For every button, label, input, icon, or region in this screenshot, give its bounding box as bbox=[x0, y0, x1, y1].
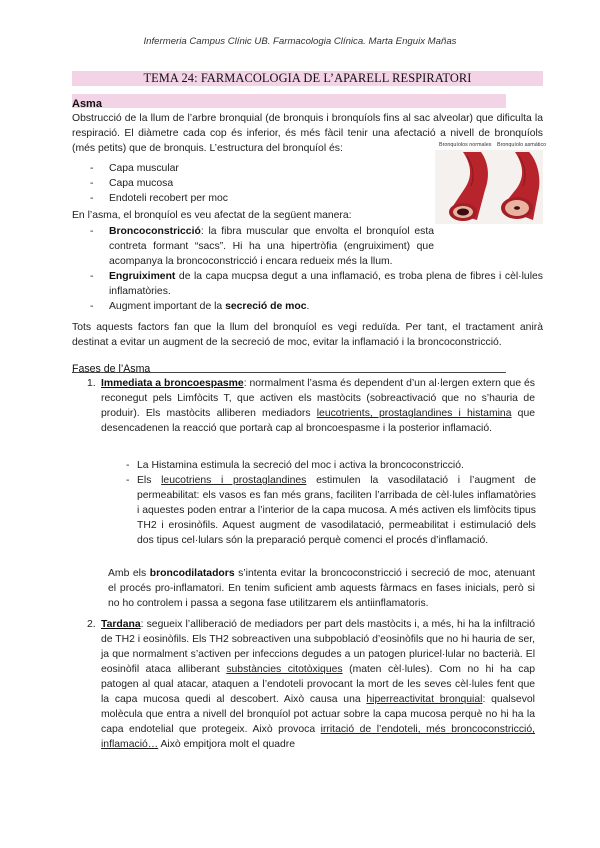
list-item: - Capa mucosa bbox=[90, 176, 430, 191]
page-header: Infermeria Campus Clínic UB. Farmacologia Clínica. Marta Enguix Mañas bbox=[143, 36, 457, 47]
effect-item: - Engruiximent de la capa mucpsa degut a una inflamació, es troba plena de fibres i cèl·lules inflamatòries. bbox=[90, 271, 543, 297]
section-underline-fases bbox=[72, 359, 506, 373]
figure-label-normal: Bronquíolos normales bbox=[439, 142, 492, 148]
phase1-sub-item: - La Histamina estimula la secreció del moc i activa la broncoconstricció. bbox=[126, 460, 464, 471]
figure-label-asthma: Bronquíolo asmático bbox=[497, 142, 547, 148]
effect-term: Broncoconstricció bbox=[109, 226, 201, 237]
effect-item: - Broncoconstricció: la fibra muscular que envolta el bronquíol esta contreta formant “sacs”. Hi ha una hipertròfia (engruiximent) que acompanya la broncoconstricció i encara redueix més la llum. bbox=[90, 226, 434, 267]
phase1-sub-item: - Els leucotriens i prostaglandines estimulen la vasodilatació i l’augment de permeabilitat: els vasos es fan més grans, faciliten l’arribada de cèl·lules inflamatòries i aquestes poden entrar a l’interior de la capa mucosa. A més activen els limfòcits tipus TH2 i erosinòfils. Aquest augment de vasodilatació, permeabilitat i estimulació dels dos tipus cel·lulars són la preparació perquè comenci el procés d’inflamació. bbox=[126, 475, 536, 546]
section-highlight-asma bbox=[72, 94, 506, 108]
phase-number: 2. bbox=[87, 619, 96, 630]
page-title: TEMA 24: FARMACOLOGIA DE L’APARELL RESPIRATORI bbox=[143, 71, 472, 85]
effect-item: - Augment important de la secreció de moc. bbox=[90, 301, 310, 312]
effect-text: . bbox=[306, 301, 310, 312]
phase1-term: Immediata a broncoespasme bbox=[101, 378, 244, 389]
conclusion-paragraph: Tots aquests factors fan que la llum del bronquíol es vegi reduïda. Per tant, el tractament anirà destinat a evitar un augment de la secreció de moc, evitar la inflamació i la broncoconstricció. bbox=[72, 322, 543, 348]
list-item: - Endoteli recobert per moc bbox=[90, 191, 430, 206]
phase1-paragraph: Immediata a broncoespasme: normalment l’asma és dependent d’un al·lergen extern que és reconegut pels Limfòcits T, que activen els mastòcits (sobreactivació que no s’hauria de produir). Els mastòcits alliberen mediadors leucotrients, prostaglandines i histamina que desencadenen la reacció que portarà cap al broncoespasme i la posterior inflamació. bbox=[101, 378, 536, 434]
effect-pre: Augment important de la bbox=[109, 301, 226, 312]
effect-text: : la fibra muscular que envolta el bronquíol esta contreta formant “sacs”. Hi ha una hipertròfia (engruiximent) que acompanya la broncoconstricció i encara redueix més la llum. bbox=[109, 226, 434, 267]
phase-number: 1. bbox=[87, 378, 96, 389]
phase2-term: Tardana bbox=[101, 619, 141, 630]
phase1-sub-underlined: leucotriens i prostaglandines bbox=[161, 475, 307, 486]
section-heading-asma: Asma bbox=[72, 98, 102, 110]
structure-list bbox=[90, 161, 430, 206]
intro-paragraph: Obstrucció de la llum de l’arbre bronquial (de bronquis i bronquíols fins al sac alveolar) que dificulta la respiració. El diàmetre cada cop és inferior, és més fàcil tenir una afectació a nivell de bronquíols (més petits) que de bronquis. L’estructura del bronquíol és: bbox=[72, 113, 543, 154]
title-highlight bbox=[72, 71, 543, 86]
phase2-paragraph: Tardana: segueix l’alliberació de mediadors per part dels mastòcits i, a més, hi ha la infiltració de TH2 i eosinòfils. Els TH2 sobreactiven una subpoblació d’eosinòfils que no hi hauria de ser, ja que normalment s’activen per infeccions degudes a un patogen pluricel·lular no bacterià. El eosinòfil ataca alliberant substàncies citotòxiques (maten cèl·lules). Com no hi ha cap patogen al qual atacar, ataquen a l’endoteli provocant la mort de les seves cèl·lules fent que la capa mucosa quedi al descobert. Això causa una hiperreactivitat bronquial: qualsevol molècula que entra a nivell del bronquíol pot actuar sobre la capa mucosa perquè no hi ha la capa endotelial que protegeix. Això provoca irritació de l’endoteli, més broncoconstricció, inflamació… Això empitjora molt el quadre bbox=[101, 619, 535, 750]
effect-text: de la capa mucpsa degut a una inflamació, es troba plena de fibres i cèl·lules inflamatòries. bbox=[109, 271, 543, 297]
effect-term: secreció de moc bbox=[225, 301, 307, 312]
affected-intro: En l’asma, el bronquíol es veu afectat de la següent manera: bbox=[72, 210, 352, 221]
effect-term: Engruiximent bbox=[109, 271, 176, 282]
list-item: - Capa muscular bbox=[90, 161, 430, 176]
phase1-bronchodilators: Amb els broncodilatadors s’intenta evitar la broncoconstricció i secreció de moc, atenuant el procés pro-inflamatori. En tenim suficient amb aquests fàrmacs en fases inicials, però si no ho controlem i passa a segona fase utilitzarem els antiinflamatoris. bbox=[108, 568, 536, 609]
bronchodilators-term: broncodilatadors bbox=[149, 568, 235, 579]
phase1-mediators: leucotrients, prostaglandines i histamina bbox=[316, 408, 512, 419]
section-heading-fases: Fases de l’Asma bbox=[72, 363, 151, 375]
